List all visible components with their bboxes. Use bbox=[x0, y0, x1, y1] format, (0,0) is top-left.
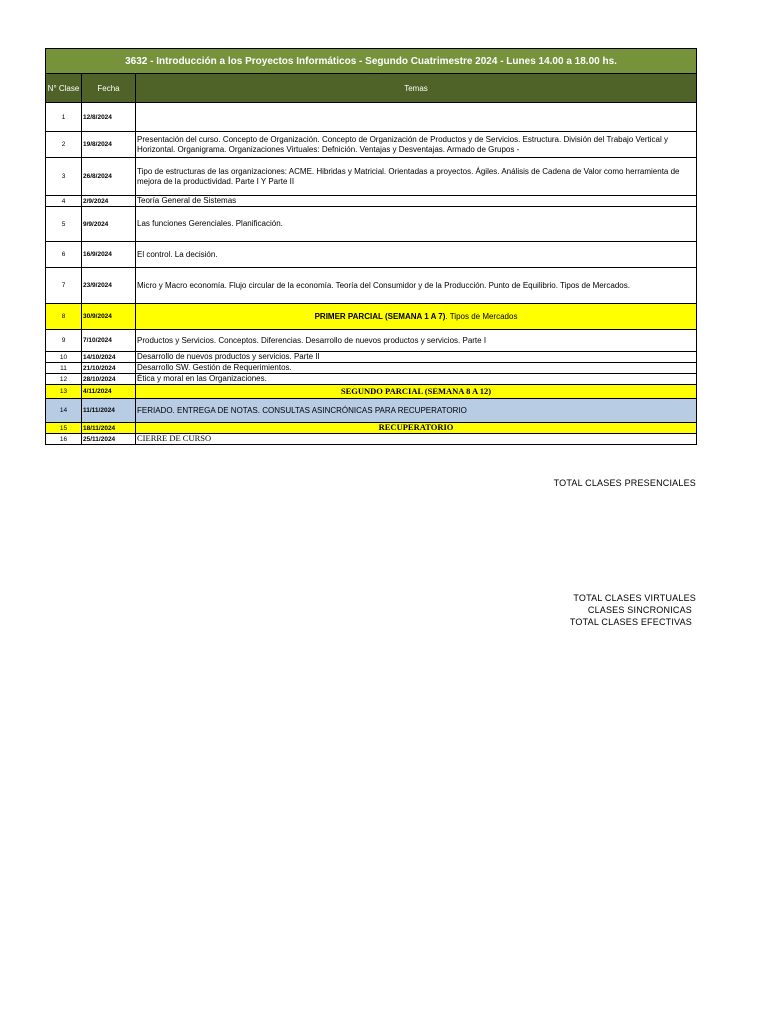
class-date: 28/10/2024 bbox=[82, 374, 136, 385]
header-clase: N° Clase bbox=[46, 74, 82, 103]
class-number: 6 bbox=[46, 242, 82, 268]
class-topic: CIERRE DE CURSO bbox=[136, 434, 697, 445]
class-topic: Desarrollo de nuevos productos y servicios. Parte II bbox=[136, 352, 697, 363]
table-row-7 bbox=[46, 268, 697, 304]
class-number: 14 bbox=[46, 399, 82, 423]
total-efectivas-label: TOTAL CLASES EFECTIVAS bbox=[569, 617, 692, 627]
class-topic: El control. La decisión. bbox=[136, 242, 697, 268]
class-date: 26/8/2024 bbox=[82, 158, 136, 196]
total-virtuales-label: TOTAL CLASES VIRTUALES bbox=[573, 593, 696, 603]
class-topic: Productos y Servicios. Conceptos. Diferencias. Desarrollo de nuevos productos y servicios. Parte I bbox=[136, 330, 697, 352]
header-fecha: Fecha bbox=[82, 74, 136, 103]
table-row-3 bbox=[46, 158, 697, 196]
class-number: 3 bbox=[46, 158, 82, 196]
class-number: 2 bbox=[46, 132, 82, 158]
class-date: 12/8/2024 bbox=[82, 103, 136, 132]
table-row-14 bbox=[46, 399, 697, 423]
class-topic: Teoría General de Sistemas bbox=[136, 196, 697, 207]
table-row-11 bbox=[46, 363, 697, 374]
clases-sincronicas-label: CLASES SINCRONICAS bbox=[587, 605, 692, 615]
class-topic: Micro y Macro economía. Flujo circular de la economía. Teoría del Consumidor y de la Producción. Punto de Equilibrio. Tipos de Mercados. bbox=[136, 268, 697, 304]
class-number: 15 bbox=[46, 423, 82, 434]
class-date: 2/9/2024 bbox=[82, 196, 136, 207]
table-row-12 bbox=[46, 374, 697, 385]
table-row-15 bbox=[46, 423, 697, 434]
class-date: 7/10/2024 bbox=[82, 330, 136, 352]
total-presenciales-label: TOTAL CLASES PRESENCIALES bbox=[553, 478, 696, 488]
class-date: 19/8/2024 bbox=[82, 132, 136, 158]
class-number: 10 bbox=[46, 352, 82, 363]
class-number: 13 bbox=[46, 385, 82, 399]
header-row bbox=[46, 74, 697, 103]
exam-extra: . Tipos de Mercados bbox=[445, 311, 518, 321]
class-topic: Desarrollo SW. Gestión de Requerimientos. bbox=[136, 363, 697, 374]
class-topic bbox=[136, 103, 697, 132]
table-row-10 bbox=[46, 352, 697, 363]
class-topic: Tipo de estructuras de las organizaciones: ACME. Hibridas y Matricial. Orientadas a proyectos. Ágiles. Análisis de Cadena de Valor como herramienta de mejora de la productividad. Parte I Y Parte II bbox=[136, 158, 697, 196]
exam-label: PRIMER PARCIAL (SEMANA 1 A 7) bbox=[314, 311, 446, 321]
class-number: 11 bbox=[46, 363, 82, 374]
class-date: 25/11/2024 bbox=[82, 434, 136, 445]
class-date: 16/9/2024 bbox=[82, 242, 136, 268]
table-row-6 bbox=[46, 242, 697, 268]
table-row-16 bbox=[46, 434, 697, 445]
class-date: 4/11/2024 bbox=[82, 385, 136, 399]
header-temas: Temas bbox=[136, 74, 697, 103]
table-row-13 bbox=[46, 385, 697, 399]
class-topic: Presentación del curso. Concepto de Organización. Concepto de Organización de Productos y de Servicios. Estructura. División del Trabajo Vertical y Horizontal. Organigrama. Organizaciones Virtuales: Defnición. Ventajas y Desventajas. Armado de Grupos - bbox=[136, 132, 697, 158]
class-date: 21/10/2024 bbox=[82, 363, 136, 374]
table-row-2 bbox=[46, 132, 697, 158]
course-title: 3632 - Introducción a los Proyectos Informáticos - Segundo Cuatrimestre 2024 - Lunes 14.00 a 18.00 hs. bbox=[46, 49, 697, 74]
class-number: 16 bbox=[46, 434, 82, 445]
table-row-4 bbox=[46, 196, 697, 207]
class-date: 30/9/2024 bbox=[82, 304, 136, 330]
schedule-sheet bbox=[45, 48, 696, 445]
class-number: 4 bbox=[46, 196, 82, 207]
class-date: 14/10/2024 bbox=[82, 352, 136, 363]
class-date: 11/11/2024 bbox=[82, 399, 136, 423]
class-number: 9 bbox=[46, 330, 82, 352]
class-number: 7 bbox=[46, 268, 82, 304]
class-topic: RECUPERATORIO bbox=[136, 423, 697, 434]
class-date: 9/9/2024 bbox=[82, 207, 136, 242]
class-topic: SEGUNDO PARCIAL (SEMANA 8 A 12) bbox=[136, 385, 697, 399]
class-topic: FERIADO. ENTREGA DE NOTAS. CONSULTAS ASINCRÓNICAS PARA RECUPERATORIO bbox=[136, 399, 697, 423]
class-topic: Las funciones Gerenciales. Planificación. bbox=[136, 207, 697, 242]
table-row-5 bbox=[46, 207, 697, 242]
class-number: 8 bbox=[46, 304, 82, 330]
class-number: 5 bbox=[46, 207, 82, 242]
class-topic bbox=[136, 304, 697, 330]
class-date: 18/11/2024 bbox=[82, 423, 136, 434]
class-topic: Ética y moral en las Organizaciones. bbox=[136, 374, 697, 385]
class-number: 1 bbox=[46, 103, 82, 132]
title-row bbox=[46, 49, 697, 74]
table-row-8 bbox=[46, 304, 697, 330]
schedule-table bbox=[45, 48, 697, 445]
class-date: 23/9/2024 bbox=[82, 268, 136, 304]
table-row-9 bbox=[46, 330, 697, 352]
table-row-1 bbox=[46, 103, 697, 132]
class-number: 12 bbox=[46, 374, 82, 385]
